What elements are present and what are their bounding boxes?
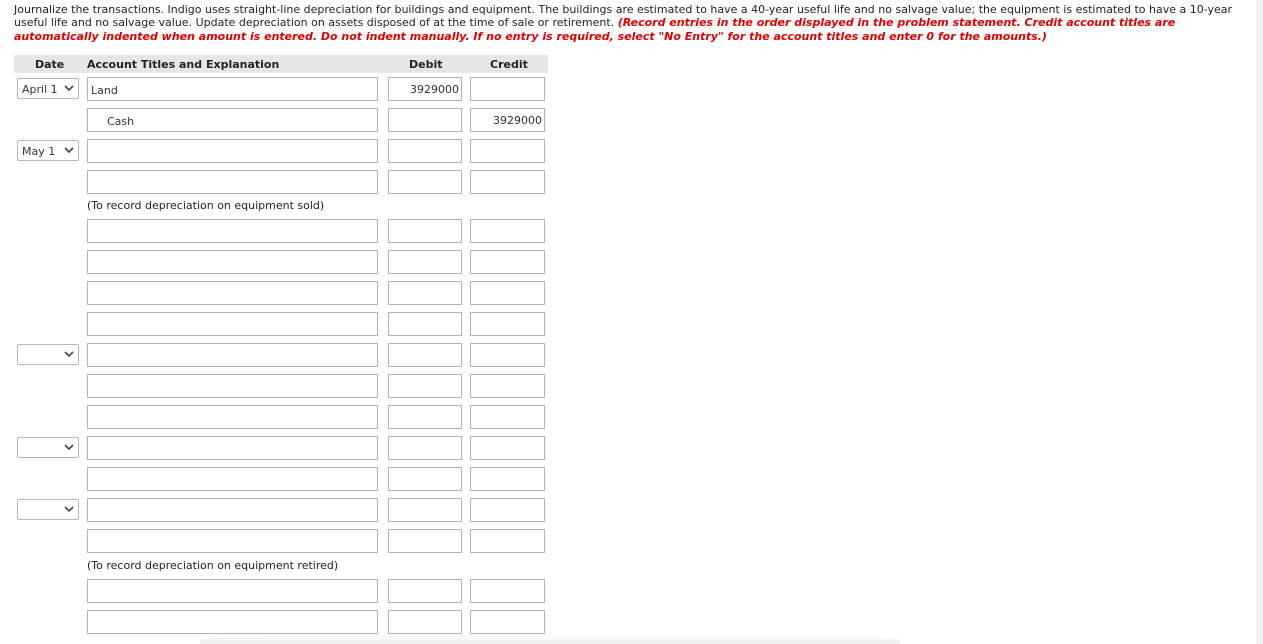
date-select[interactable]	[17, 437, 79, 458]
account-title-input[interactable]: Land	[87, 77, 378, 101]
date-select[interactable]	[17, 140, 79, 161]
credit-input[interactable]	[470, 281, 545, 305]
account-title-input[interactable]	[87, 498, 378, 522]
account-title-input[interactable]	[87, 579, 378, 603]
account-header: Account Titles and Explanation	[87, 58, 280, 71]
account-title-input[interactable]: Cash	[87, 108, 378, 132]
chevron-down-icon	[64, 147, 74, 154]
chevron-down-icon	[64, 85, 74, 92]
debit-input[interactable]	[388, 108, 462, 132]
credit-input[interactable]	[470, 312, 545, 336]
debit-input[interactable]	[388, 579, 462, 603]
debit-input[interactable]	[388, 312, 462, 336]
credit-input[interactable]	[470, 139, 545, 163]
debit-input[interactable]	[388, 139, 462, 163]
debit-input[interactable]	[388, 436, 462, 460]
credit-header: Credit	[490, 58, 528, 71]
credit-input[interactable]	[470, 529, 545, 553]
account-title-input[interactable]	[87, 281, 378, 305]
debit-input[interactable]	[388, 219, 462, 243]
date-select[interactable]	[17, 499, 79, 520]
debit-input[interactable]	[388, 374, 462, 398]
debit-input[interactable]	[388, 281, 462, 305]
credit-input[interactable]	[470, 436, 545, 460]
account-title-input[interactable]	[87, 219, 378, 243]
debit-input[interactable]	[388, 498, 462, 522]
credit-input[interactable]	[470, 498, 545, 522]
account-title-input[interactable]	[87, 529, 378, 553]
date-select-value: May 1	[22, 145, 56, 158]
credit-input[interactable]	[470, 343, 545, 367]
chevron-down-icon	[64, 444, 74, 451]
scrollbar-track	[1256, 0, 1263, 644]
account-title-input[interactable]	[87, 436, 378, 460]
problem-instructions	[14, 3, 1250, 43]
date-select[interactable]	[17, 78, 79, 99]
account-title-input[interactable]	[87, 250, 378, 274]
bottom-shadow	[200, 634, 900, 644]
debit-input[interactable]	[388, 529, 462, 553]
debit-input[interactable]	[388, 467, 462, 491]
debit-input[interactable]	[388, 610, 462, 634]
credit-input[interactable]	[470, 219, 545, 243]
account-title-input[interactable]	[87, 610, 378, 634]
debit-input[interactable]	[388, 170, 462, 194]
credit-input[interactable]	[470, 170, 545, 194]
account-title-input[interactable]	[87, 405, 378, 429]
debit-input[interactable]	[388, 343, 462, 367]
debit-input[interactable]	[388, 405, 462, 429]
credit-input[interactable]	[470, 374, 545, 398]
debit-input[interactable]: 3929000	[388, 77, 462, 101]
chevron-down-icon	[64, 506, 74, 513]
credit-input[interactable]	[470, 579, 545, 603]
account-title-input[interactable]	[87, 467, 378, 491]
credit-input[interactable]	[470, 405, 545, 429]
instructions-note: (Record entries in the order displayed in the problem statement. Credit account titles are automatically indented when amount is entered. Do not indent manually. If no entry is required, select "No Entry" for the account titles and enter 0 for the amounts.)	[14, 16, 1176, 43]
account-title-input[interactable]	[87, 343, 378, 367]
debit-input[interactable]	[388, 250, 462, 274]
date-header: Date	[35, 58, 65, 71]
entry-explanation: (To record depreciation on equipment retired)	[87, 559, 339, 572]
date-select-value: April 1	[22, 83, 58, 96]
credit-input[interactable]	[470, 77, 545, 101]
instructions-text: Journalize the transactions. Indigo uses straight-line depreciation for buildings and equipment. The buildings are estimated to have a 40-year useful life and no salvage value; the equipment is estimated to have a 10-year useful life and no salvage value. Update depreciation on assets disposed of at the time of sale or retirement.	[14, 3, 1233, 30]
entry-explanation: (To record depreciation on equipment sold)	[87, 199, 325, 212]
credit-input[interactable]	[470, 610, 545, 634]
account-title-input[interactable]	[87, 139, 378, 163]
debit-header: Debit	[409, 58, 443, 71]
chevron-down-icon	[64, 351, 74, 358]
account-title-input[interactable]	[87, 312, 378, 336]
account-title-input[interactable]	[87, 374, 378, 398]
credit-input[interactable]	[470, 467, 545, 491]
credit-input[interactable]	[470, 250, 545, 274]
credit-input[interactable]: 3929000	[470, 108, 545, 132]
date-select[interactable]	[17, 344, 79, 365]
account-title-input[interactable]	[87, 170, 378, 194]
